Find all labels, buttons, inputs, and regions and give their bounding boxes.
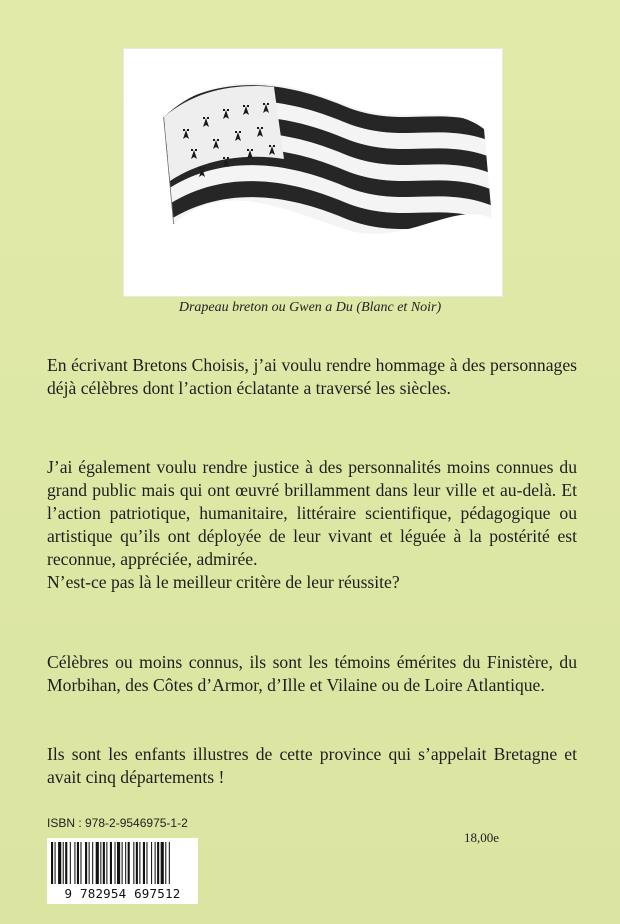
barcode-bar [155,842,156,884]
barcode-bar [161,842,164,884]
barcode-bar [70,842,71,884]
paragraph-3 [47,651,577,697]
barcode-bar [128,842,130,884]
barcode-bar [92,842,93,884]
barcode-bar [117,842,120,884]
barcode-bar [65,842,67,884]
paragraph-2-text: J’ai également voulu rendre justice à des personnalités moins connues du grand public mais qui ont œuvré brillamment dans leur ville et au-delà. Et l’action patriotique, humanitaire, littéraire scientifique, pédagogique ou artistique qu’ils ont déployée de leur vivant et léguée à la postérité est reconnue, appréciée, admirée. [47,457,577,569]
barcode-bar [143,842,145,884]
barcode-bar [89,842,90,884]
price-label: 18,00e [464,830,500,845]
paragraph-2 [47,456,577,594]
barcode-bar [63,842,64,884]
barcode-bar [115,842,116,884]
barcode-bar [151,842,152,884]
barcode-bar [157,842,159,884]
barcode-bar [100,842,101,884]
barcode-icon [47,838,198,888]
barcode-bar [169,842,170,884]
isbn-label: ISBN : 978-2-9546975-1-2 [47,816,188,830]
barcode-bar [125,842,126,884]
barcode-bar [51,842,53,884]
paragraph-4 [47,743,577,789]
barcode-bar [139,842,140,884]
barcode-bar [85,842,87,884]
barcode-bar [146,842,147,884]
flag-caption: Drapeau breton ou Gwen a Du (Blanc et Noir) [178,300,442,315]
barcode-bar [103,842,105,884]
paragraph-1-text: En écrivant Bretons Choisis, j’ai voulu rendre hommage à des personnages déjà célèbres dont l’action éclatante a traversé les siècles. [47,355,577,398]
barcode-bar [77,842,79,884]
barcode-bar [122,842,123,884]
barcode-bar [136,842,138,884]
barcode-bar [165,842,166,884]
barcode [47,838,198,904]
barcode-bar [110,842,112,884]
barcode-digits: 9 782954 697512 [64,886,181,901]
paragraph-3-text: Célèbres ou moins connus, ils sont les témoins émérites du Finistère, du Morbihan, des Côtes d’Armor, d’Ille et Vilaine ou de Loire Atlantique. [47,652,577,695]
breton-flag-icon [124,49,502,296]
barcode-bar [133,842,134,884]
paragraph-2-question: N’est-ce pas là le meilleur critère de leur réussite? [47,572,400,592]
barcode-bar [96,842,99,884]
barcode-bar [74,842,75,884]
barcode-bar [55,842,56,884]
paragraph-1 [47,354,577,400]
barcode-bar [106,842,107,884]
barcode-bar [80,842,81,884]
flag-image-frame [123,48,503,297]
barcode-bar [58,842,61,884]
paragraph-4-text: Ils sont les enfants illustres de cette province qui s’appelait Bretagne et avait cinq départements ! [47,744,577,787]
